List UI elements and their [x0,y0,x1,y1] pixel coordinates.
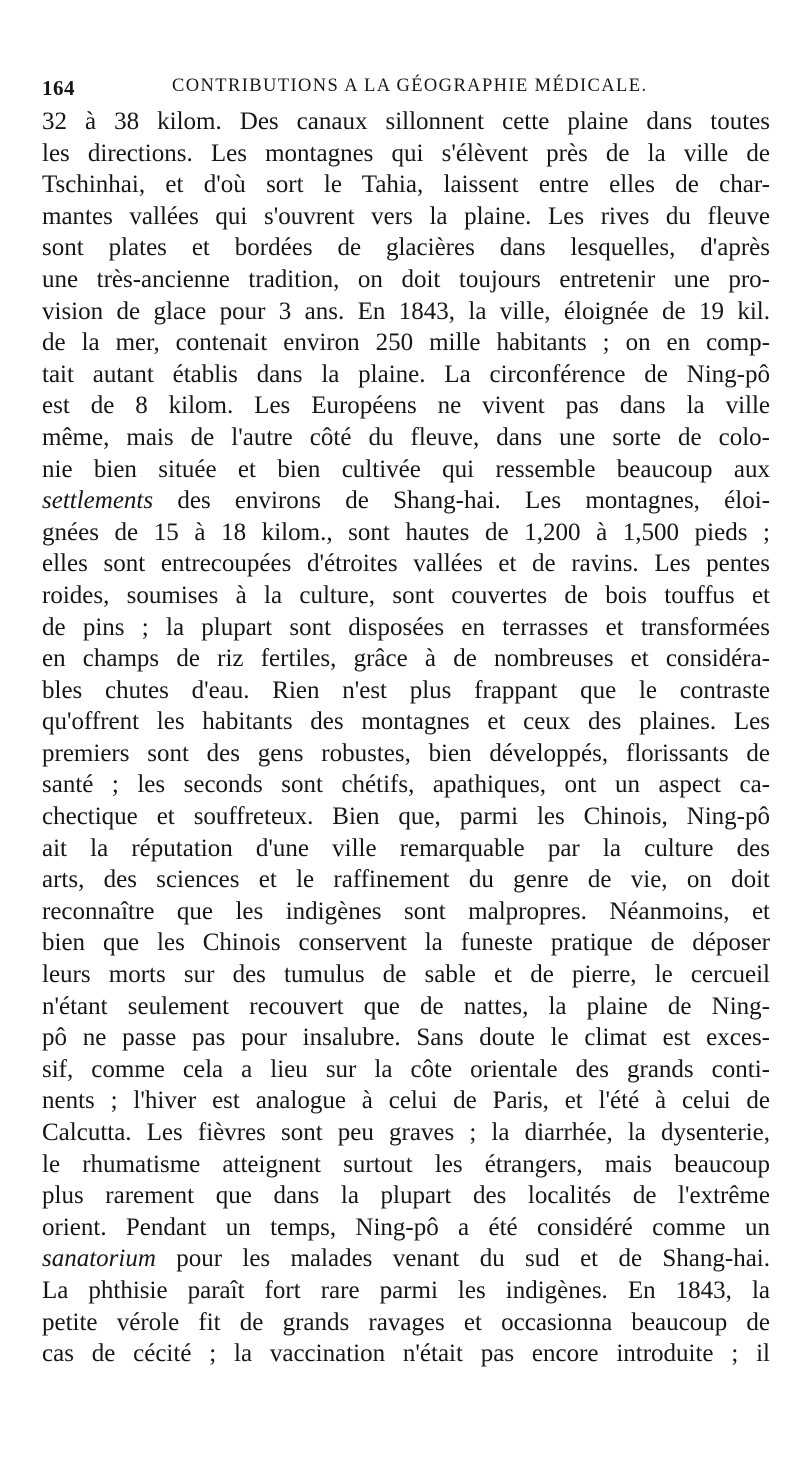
italic-term: settlements [42,487,154,515]
text-line: n'étant seulement recouvert que de nattes, la plaine de Ning- [42,992,770,1020]
text-line: en champs de riz fertiles, grâce à de nombreuses et considéra- [42,645,770,673]
text-line: La phthisie paraît fort rare parmi les indigènes. En 1843, la [42,1276,770,1304]
text-line-rest: pour les malades venant du sud et de Shang-hai. [155,1245,770,1273]
text-line: roides, soumises à la culture, sont couvertes de bois touffus et [42,581,770,609]
text-line: les directions. Les montagnes qui s'élèvent près de la ville de [42,139,770,167]
text-line: sont plates et bordées de glacières dans lesquelles, d'après [42,234,770,262]
text-line: une très-ancienne tradition, on doit toujours entretenir une pro- [42,265,770,293]
text-line: elles sont entrecoupées d'étroites vallées et de ravins. Les pentes [42,550,770,578]
text-line: gnées de 15 à 18 kilom., sont hautes de 1,200 à 1,500 pieds ; [42,518,770,546]
text-line-rest: des environs de Shang-hai. Les montagnes, éloi- [153,487,770,515]
text-line: 32 à 38 kilom. Des canaux sillonnent cette plaine dans toutes [42,108,770,135]
text-line: même, mais de l'autre côté du fleuve, dans une sorte de colo- [42,423,770,451]
text-line: plus rarement que dans la plupart des localités de l'extrême [42,1182,770,1210]
text-line: orient. Pendant un temps, Ning-pô a été considéré comme un [42,1213,770,1241]
text-line: chectique et souffreteux. Bien que, parmi les Chinois, Ning-pô [42,803,770,831]
text-line: santé ; les seconds sont chétifs, apathiques, ont un aspect ca- [42,771,770,799]
text-line: tait autant établis dans la plaine. La circonférence de Ning-pô [42,360,770,388]
text-line: qu'offrent les habitants des montagnes et ceux des plaines. Les [42,708,770,736]
running-head [42,70,770,104]
text-line: arts, des sciences et le raffinement du genre de vie, on doit [42,866,770,894]
text-line: petite vérole fit de grands ravages et occasionna beaucoup de [42,1308,770,1336]
text-line: cas de cécité ; la vaccination n'était pas encore introduite ; il [42,1340,770,1368]
text-line: Tschinhai, et d'où sort le Tahia, laissent entre elles de char- [42,171,770,199]
italic-term: sanatorium [42,1245,156,1273]
text-line: de la mer, contenait environ 250 mille habitants ; on en comp- [42,329,770,357]
text-line: le rhumatisme atteignent surtout les étrangers, mais beaucoup [42,1150,770,1178]
text-line: premiers sont des gens robustes, bien développés, florissants de [42,739,770,767]
text-line: est de 8 kilom. Les Européens ne vivent pas dans la ville [42,392,770,420]
running-title: CONTRIBUTIONS A LA GÉOGRAPHIE MÉDICALE. [172,76,648,96]
text-line: bien que les Chinois conservent la funeste pratique de déposer [42,929,770,957]
text-line: leurs morts sur des tumulus de sable et de pierre, le cercueil [42,961,770,989]
text-line: bles chutes d'eau. Rien n'est plus frappant que le contraste [42,676,770,704]
text-line: sif, comme cela a lieu sur la côte orientale des grands conti- [42,1055,770,1083]
text-line: pô ne passe pas pour insalubre. Sans doute le climat est exces- [42,1024,770,1052]
text-line: nents ; l'hiver est analogue à celui de Paris, et l'été à celui de [42,1087,770,1115]
text-line: vision de glace pour 3 ans. En 1843, la ville, éloignée de 19 kil. [42,297,770,325]
text-line: de pins ; la plupart sont disposées en terrasses et transformées [42,613,770,641]
page-number: 164 [42,76,75,100]
text-line: Calcutta. Les fièvres sont peu graves ; la diarrhée, la dysenterie, [42,1119,770,1146]
text-line [42,1243,770,1275]
text-line [42,485,770,517]
text-line: nie bien située et bien cultivée qui ressemble beaucoup aux [42,455,770,483]
text-line: mantes vallées qui s'ouvrent vers la plaine. Les rives du fleuve [42,202,770,230]
text-line: reconnaître que les indigènes sont malpropres. Néanmoins, et [42,897,770,925]
body-text [42,106,770,1370]
text-line: ait la réputation d'une ville remarquable par la culture des [42,834,770,862]
